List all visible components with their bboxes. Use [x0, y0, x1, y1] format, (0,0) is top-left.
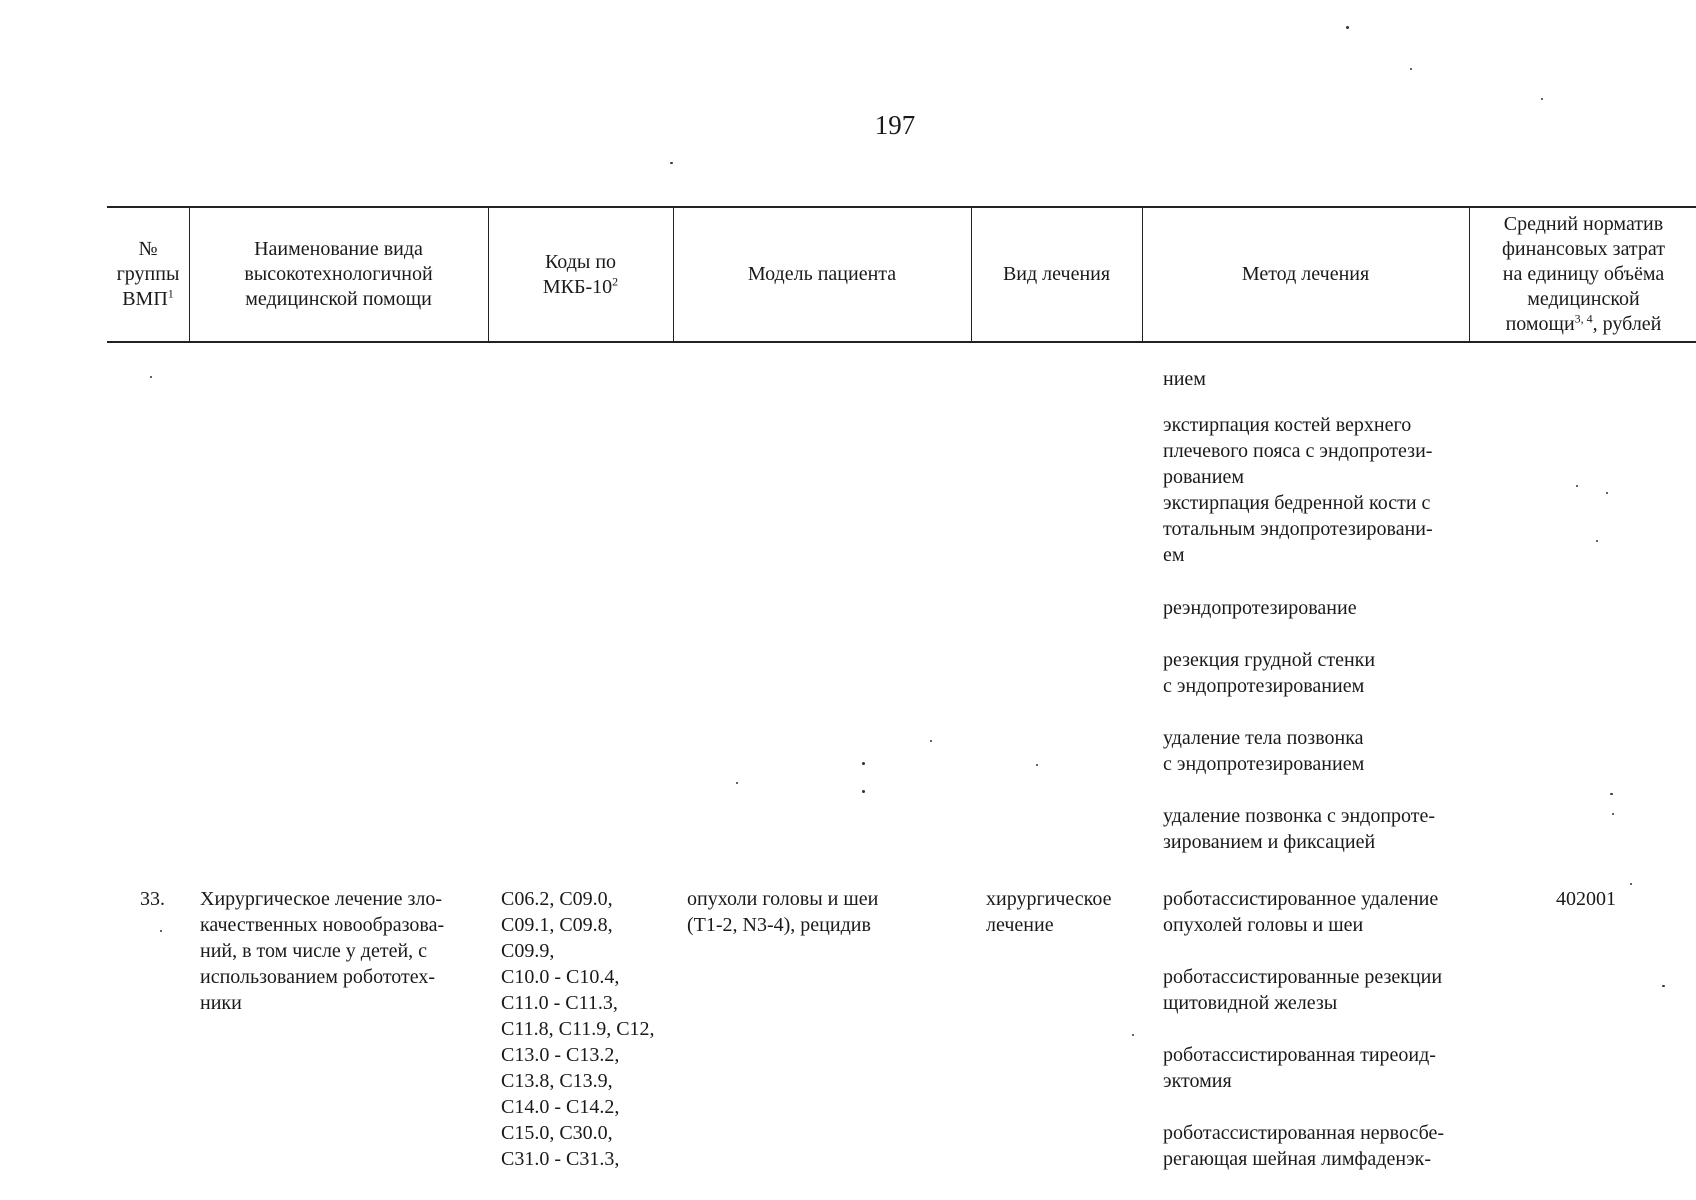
header-group-no-text: № группы ВМП	[116, 238, 180, 310]
scan-speck	[930, 740, 932, 742]
scan-speck	[1662, 985, 1665, 987]
scan-speck	[862, 790, 865, 793]
header-treatment-method-text: Метод лечения	[1241, 263, 1370, 285]
scan-speck	[1606, 492, 1608, 494]
scan-speck	[1576, 485, 1578, 487]
header-group-no	[107, 208, 189, 341]
header-codes-text: Коды по МКБ-10	[542, 250, 617, 298]
continued-method-item: резекция грудной стенки с эндопротезированием	[1163, 649, 1376, 697]
row-treatment-type: хирургическое лечение	[986, 888, 1112, 936]
scan-speck	[862, 762, 865, 765]
header-cost-text: Средний норматив финансовых затрат на единицу объёма медицинской помощи	[1501, 213, 1666, 335]
scan-speck	[1410, 68, 1412, 70]
header-cost-tail: , рублей	[1592, 313, 1662, 335]
table-header	[107, 206, 1696, 343]
scan-speck	[1132, 1034, 1134, 1036]
page-number: 197	[874, 110, 916, 140]
continued-method-item: нием	[1163, 368, 1206, 390]
continued-method-item: удаление тела позвонка с эндопротезированием	[1163, 727, 1365, 775]
scan-speck	[736, 782, 738, 784]
row-method-item: роботассистированная тиреоид- эктомия	[1163, 1044, 1436, 1092]
footnote-marker: 1	[167, 286, 174, 301]
continued-method-item: экстирпация костей верхнего плечевого пояса с эндопротези- рованием экстирпация бедренной кости с тотальным эндопротезировани- ем	[1163, 414, 1433, 566]
header-name-text: Наименование вида высокотехнологичной медицинской помощи	[244, 238, 433, 310]
header-treatment-type	[971, 208, 1142, 341]
scan-speck	[1630, 883, 1632, 885]
row-method-item: роботассистированная нервосбе- регающая шейная лимфаденэк-	[1163, 1122, 1445, 1170]
header-patient-model	[673, 208, 971, 341]
scan-speck	[1346, 26, 1349, 29]
row-cost: 402001	[1556, 888, 1616, 910]
scan-speck	[150, 376, 152, 378]
row-codes: C06.2, C09.0, C09.1, C09.8, C09.9, C10.0 - C10.4, C11.0 - C11.3, C11.8, C11.9, C12, C13.0 - C13.2, C13.8, C13.9, C14.0 - C14.2, C15.0, C30.0, C31.0 - C31.3,	[501, 888, 655, 1170]
footnote-marker: 2	[612, 273, 619, 288]
header-patient-model-text: Модель пациента	[747, 263, 897, 285]
scan-speck	[670, 162, 673, 164]
scan-speck	[1610, 793, 1613, 795]
header-name	[189, 208, 488, 341]
footnote-marker: 3, 4	[1574, 311, 1593, 326]
row-patient-model: опухоли головы и шеи (T1-2, N3-4), рецидив	[687, 888, 879, 936]
scan-speck	[1036, 764, 1038, 766]
scan-speck	[1541, 98, 1543, 100]
continued-method-item: реэндопротезирование	[1163, 597, 1357, 619]
row-method-item: роботассистированные резекции щитовидной железы	[1163, 966, 1443, 1014]
scan-speck	[1596, 540, 1598, 542]
continued-method-item: удаление позвонка с эндопроте- зированием и фиксацией	[1163, 805, 1436, 853]
row-name: Хирургическое лечение зло- качественных новообразова- ний, в том числе у детей, с использованием робототех- ники	[200, 888, 445, 1014]
header-cost	[1469, 208, 1696, 341]
header-treatment-method	[1142, 208, 1469, 341]
header-treatment-type-text: Вид лечения	[1002, 263, 1111, 285]
row-number: 33.	[140, 888, 165, 910]
scan-speck	[1612, 813, 1614, 815]
scan-speck	[160, 930, 162, 932]
row-method-item: роботассистированное удаление опухолей головы и шеи	[1163, 888, 1439, 936]
header-codes	[488, 208, 673, 341]
